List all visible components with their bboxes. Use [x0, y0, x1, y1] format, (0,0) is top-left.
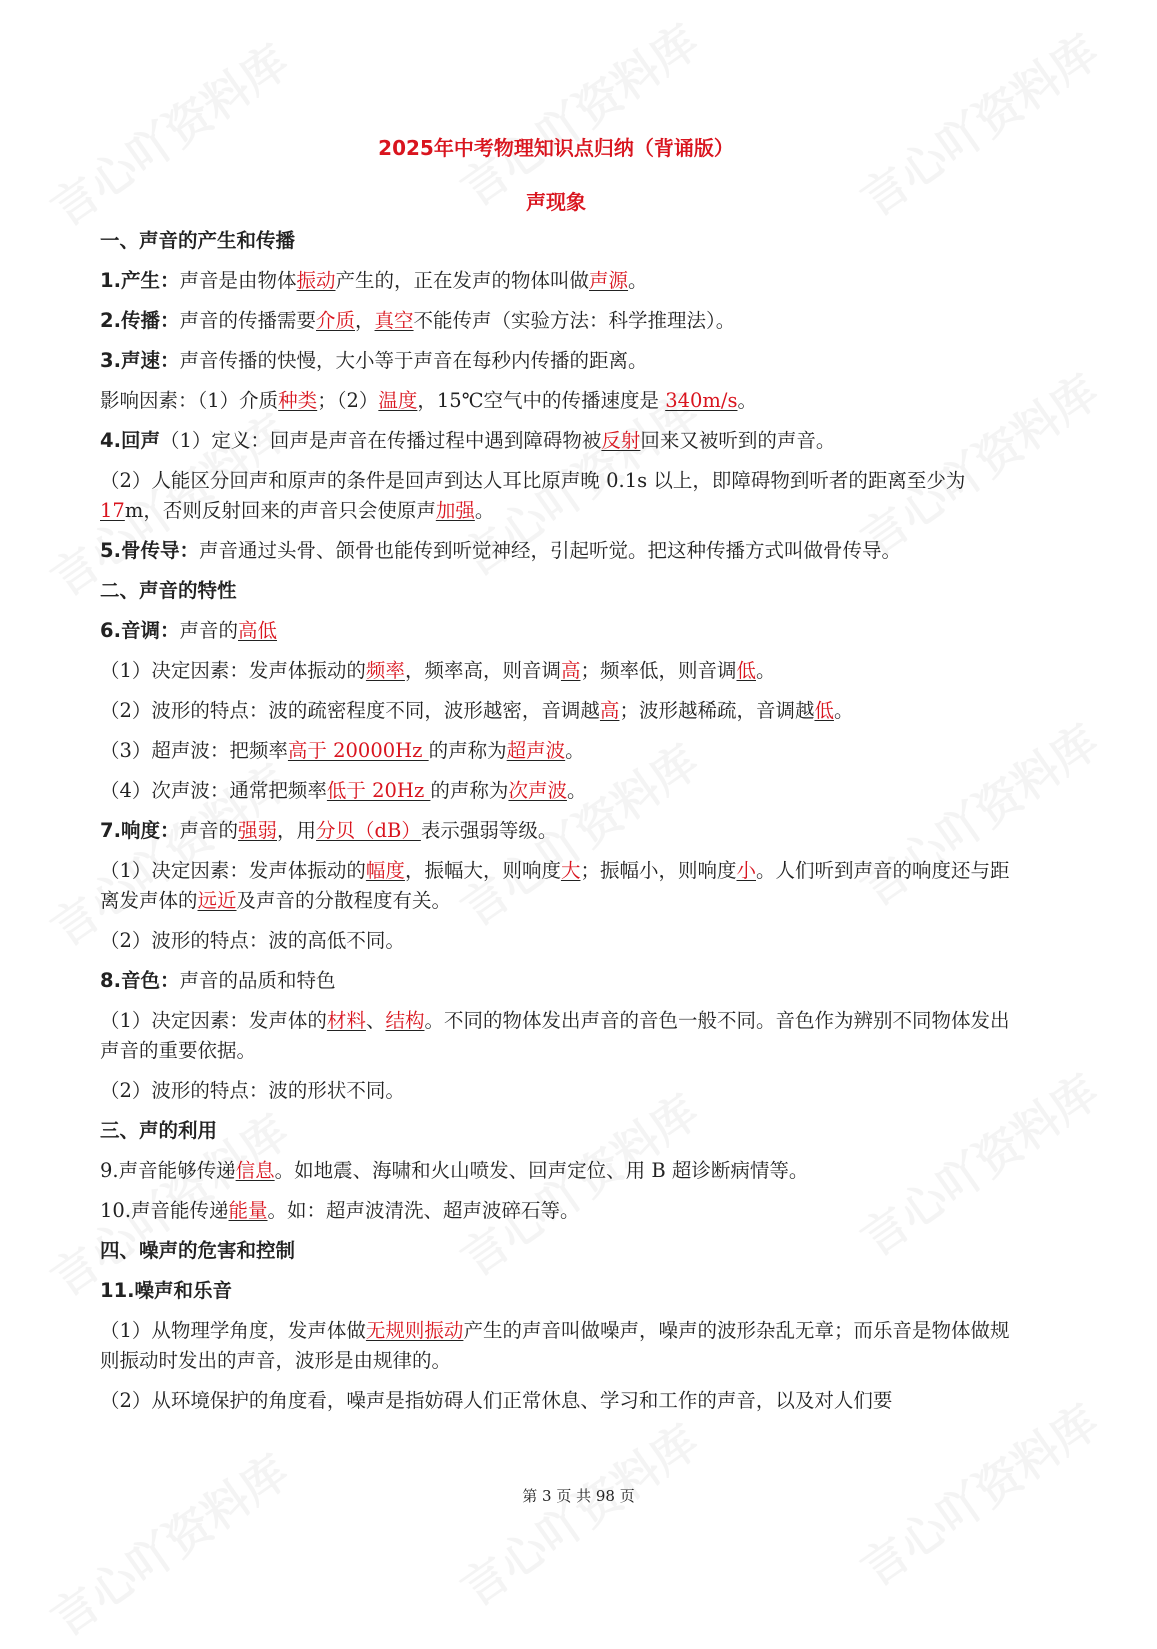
paragraph [100, 1386, 1012, 1416]
text-run: （2）从环境保护的角度看，噪声是指妨碍人们正常休息、学习和工作的声音，以及对人们要 [100, 1389, 893, 1412]
answer-blank: 真空 [374, 309, 414, 332]
text-run: 声音传播的快慢，大小等于声音在每秒内传播的距离。 [179, 349, 648, 372]
document-page [100, 132, 1012, 1426]
answer-blank: 加强 [435, 499, 475, 522]
text-run: 声音的传播需要 [179, 309, 316, 332]
page-footer: 第 3 页 共 98 页 [522, 1487, 635, 1505]
text-run: （4）次声波：通常把频率 [100, 779, 327, 802]
answer-blank: 信息 [235, 1159, 275, 1182]
text-run: 产生的声音叫做噪声，噪声的波形杂乱无章；而乐音是物体做规则振动时发出的声音，波形是由规律的。 [100, 1319, 1010, 1372]
answer-blank: 小 [736, 859, 756, 882]
text-run: （2）波形的特点：波的形状不同。 [100, 1079, 405, 1102]
text-run: 产生的，正在发声的物体叫做 [335, 269, 590, 292]
section-heading [100, 226, 1012, 256]
paragraph [100, 816, 1012, 846]
text-run: 声音的 [179, 619, 238, 642]
answer-blank: 无规则振动 [365, 1319, 464, 1342]
paragraph [100, 466, 1012, 526]
answer-blank: 能量 [228, 1199, 268, 1222]
section-heading [100, 1236, 1012, 1266]
term-label: 8.音色： [100, 969, 180, 992]
answer-blank: 结构 [385, 1009, 425, 1032]
paragraph [100, 1076, 1012, 1106]
text-run: 。 [756, 659, 776, 682]
text-run: 及声音的分散程度有关。 [236, 889, 452, 912]
text-run: （2）波形的特点：波的高低不同。 [100, 929, 405, 952]
paragraph [100, 776, 1012, 806]
answer-blank: 远近 [197, 889, 237, 912]
text-run: ，频率高，则音调 [404, 659, 561, 682]
text-run: 表示强弱等级。 [420, 819, 558, 842]
text-run: 、 [365, 1009, 386, 1032]
term-label: 11.噪声和乐音 [100, 1279, 233, 1302]
paragraph [100, 346, 1012, 376]
text-run: 的声称为 [428, 739, 507, 762]
text-run: （1）决定因素：发声体振动的 [100, 659, 366, 682]
answer-blank: 反射 [601, 429, 641, 452]
text-run: 。 [565, 739, 585, 762]
text-run: 声音的 [179, 819, 238, 842]
paragraph [100, 1156, 1012, 1186]
section-heading [100, 576, 1012, 606]
answer-blank: 超声波 [506, 739, 566, 762]
text-run: 不能传声（实验方法：科学推理法）。 [413, 309, 736, 332]
text-run: 影响因素：（1）介质 [100, 389, 279, 412]
paragraph [100, 426, 1012, 456]
text-run: 。如：超声波清洗、超声波碎石等。 [267, 1199, 580, 1222]
text-run: 三、声的利用 [100, 1119, 218, 1142]
paragraph [100, 1006, 1012, 1066]
answer-blank: 介质 [316, 309, 356, 332]
text-run: （1）从物理学角度，发声体做 [100, 1319, 366, 1342]
paragraph [100, 966, 1012, 996]
text-run: ；（2） [317, 389, 379, 412]
answer-blank: 高 [599, 699, 620, 722]
text-run: 。人们听到声音的响度还与距离发声体的 [100, 859, 1010, 912]
paragraph [100, 1316, 1012, 1376]
paragraph [100, 926, 1012, 956]
text-run: （3）超声波：把频率 [100, 739, 288, 762]
term-label: 1.产生： [100, 269, 180, 292]
text-run: 。 [833, 699, 854, 722]
text-run: 回来又被听到的声音。 [640, 429, 836, 452]
text-run: 一、声音的产生和传播 [100, 229, 296, 252]
paragraph [100, 656, 1012, 686]
paragraph [100, 616, 1012, 646]
answer-blank: 次声波 [508, 779, 567, 802]
text-run: ，用 [277, 819, 317, 842]
answer-blank: 种类 [278, 389, 318, 412]
watermark-text [446, 1407, 710, 1619]
watermark-text [36, 1437, 300, 1649]
paragraph [100, 306, 1012, 336]
answer-blank: 低 [736, 659, 756, 682]
paragraph [100, 1196, 1012, 1226]
text-run: （2）人能区分回声和原声的条件是回声到达人耳比原声晚 0.1s 以上，即障碍物到听者的距离至少为 [100, 469, 966, 492]
text-run: 。 [737, 389, 758, 412]
text-run: 声音是由物体 [179, 269, 297, 292]
answer-blank: 频率 [365, 659, 405, 682]
paragraph [100, 696, 1012, 726]
paragraph [100, 536, 1012, 566]
answer-blank: 高低 [238, 619, 278, 642]
answer-blank: 温度 [378, 389, 418, 412]
paragraph [100, 736, 1012, 766]
text-run: 四、噪声的危害和控制 [100, 1239, 296, 1262]
term-label: 7.响度： [100, 819, 180, 842]
text-run: 10.声音能传递 [100, 1199, 229, 1222]
text-run: ， [355, 309, 375, 332]
document-body [100, 226, 1012, 1416]
document-title: 2025年中考物理知识点归纳（背诵版） [378, 136, 734, 160]
answer-blank: 声源 [589, 269, 629, 292]
answer-blank: 低 [814, 699, 834, 722]
text-run: m，否则反射回来的声音只会使原声 [124, 499, 436, 522]
answer-blank: 17 [100, 499, 125, 522]
answer-blank: 大 [560, 859, 581, 882]
term-label: 2.传播： [100, 309, 180, 332]
text-run: 二、声音的特性 [100, 579, 237, 602]
text-run: ，15℃空气中的传播速度是 [417, 389, 666, 412]
text-run: 的声称为 [430, 779, 509, 802]
answer-blank: 高 [560, 659, 581, 682]
text-run: ；频率低，则音调 [580, 659, 737, 682]
term-label: 3.声速： [100, 349, 180, 372]
answer-blank: 幅度 [365, 859, 405, 882]
chapter-title: 声现象 [526, 190, 586, 214]
text-run: （1）决定因素：发声体的 [100, 1009, 327, 1032]
section-heading [100, 1116, 1012, 1146]
term-label: 5.骨传导： [100, 539, 199, 562]
term-label: 4.回声 [100, 429, 160, 452]
answer-blank: 高于 20000Hz [287, 739, 429, 762]
answer-blank: 340m/s [665, 389, 738, 412]
text-run: （2）波形的特点：波的疏密程度不同，波形越密，音调越 [100, 699, 600, 722]
text-run: ；振幅小，则响度 [580, 859, 737, 882]
text-run: 。 [566, 779, 587, 802]
answer-blank: 材料 [326, 1009, 366, 1032]
text-run: 声音通过头骨、颌骨也能传到听觉神经，引起听觉。把这种传播方式叫做骨传导。 [198, 539, 901, 562]
answer-blank: 强弱 [238, 819, 278, 842]
term-label: 6.音调： [100, 619, 180, 642]
text-run: 。如地震、海啸和火山喷发、回声定位、用 B 超诊断病情等。 [274, 1159, 809, 1182]
text-run: ，振幅大，则响度 [404, 859, 561, 882]
text-run: ；波形越稀疏，音调越 [619, 699, 815, 722]
text-run: 。不同的物体发出声音的音色一般不同。音色作为辨别不同物体发出声音的重要依据。 [100, 1009, 1010, 1062]
text-run: （1）定义：回声是声音在传播过程中遇到障碍物被 [159, 429, 602, 452]
answer-blank: 振动 [296, 269, 336, 292]
text-run: 。 [474, 499, 495, 522]
text-run: 。 [628, 269, 648, 292]
answer-blank: 分贝（dB） [316, 819, 421, 842]
paragraph [100, 1276, 1012, 1306]
paragraph [100, 856, 1012, 916]
text-run: （1）决定因素：发声体振动的 [100, 859, 366, 882]
text-run: 声音的品质和特色 [179, 969, 336, 992]
text-run: 9.声音能够传递 [100, 1159, 236, 1182]
answer-blank: 低于 20Hz [326, 779, 431, 802]
paragraph [100, 266, 1012, 296]
paragraph [100, 386, 1012, 416]
